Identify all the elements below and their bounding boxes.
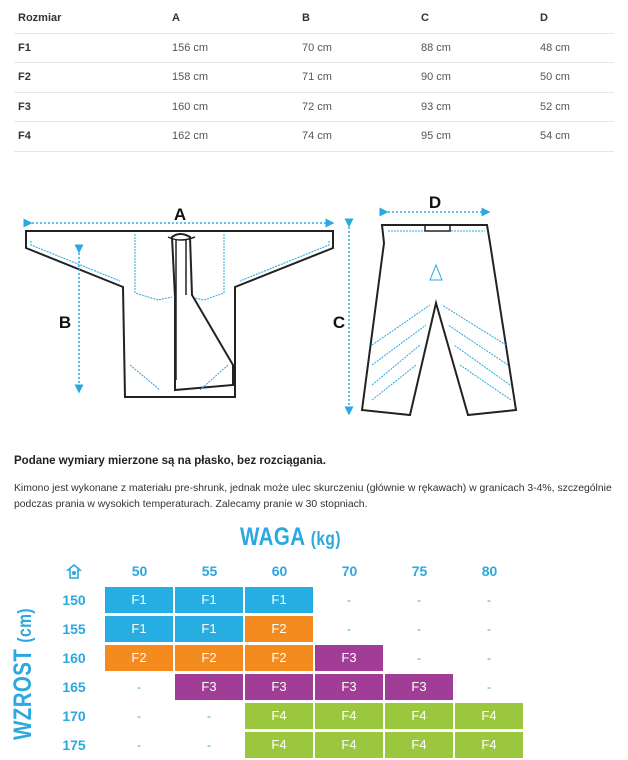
height-title (9, 608, 38, 740)
gi-logo-icon (66, 564, 82, 580)
size-cell: F3 (315, 674, 383, 700)
weight-title-text: WAGA (240, 523, 305, 551)
empty-cell: - (137, 738, 141, 752)
table-row (14, 63, 614, 93)
size-cell: F1 (175, 616, 243, 642)
empty-cell: - (207, 709, 211, 723)
height-title-text: WZROST (9, 648, 37, 740)
cell-d: 54 cm (536, 122, 614, 152)
cell-b: 74 cm (298, 122, 417, 152)
cell-c: 93 cm (417, 92, 536, 122)
weight-header: 55 (201, 563, 218, 579)
height-header: 155 (62, 621, 86, 637)
empty-cell: - (487, 651, 491, 665)
kimono-diagram (0, 185, 628, 435)
empty-cell: - (137, 680, 141, 694)
empty-cell: - (347, 593, 351, 607)
header-c: C (417, 4, 536, 33)
table-row (14, 92, 614, 122)
empty-cell: - (137, 709, 141, 723)
cell-d: 52 cm (536, 92, 614, 122)
size-cell: F4 (455, 732, 523, 758)
size-chart (0, 515, 628, 760)
cell-a: 160 cm (168, 92, 298, 122)
height-header: 165 (62, 679, 86, 695)
empty-cell: - (417, 622, 421, 636)
size-cell: F1 (175, 587, 243, 613)
size-cell: F4 (245, 703, 313, 729)
cell-d: 48 cm (536, 33, 614, 63)
size-table-header (14, 4, 614, 33)
size-cell: F1 (245, 587, 313, 613)
header-b: B (298, 4, 417, 33)
size-cell: F1 (105, 587, 173, 613)
empty-cell: - (207, 738, 211, 752)
weight-title (240, 523, 341, 552)
weight-unit: (kg) (310, 529, 341, 550)
label-b: B (58, 313, 72, 332)
row-size: F4 (14, 122, 168, 152)
height-header: 150 (62, 592, 86, 608)
label-a: A (173, 205, 187, 224)
pants-drawing (349, 212, 516, 415)
size-cell: F4 (385, 703, 453, 729)
header-a: A (168, 4, 298, 33)
cell-a: 162 cm (168, 122, 298, 152)
cell-b: 71 cm (298, 63, 417, 93)
cell-a: 156 cm (168, 33, 298, 63)
empty-cell: - (347, 622, 351, 636)
size-cell: F3 (315, 645, 383, 671)
empty-cell: - (487, 622, 491, 636)
cell-c: 90 cm (417, 63, 536, 93)
empty-cell: - (417, 651, 421, 665)
height-header: 170 (62, 708, 86, 724)
weight-header: 70 (341, 563, 358, 579)
cell-b: 72 cm (298, 92, 417, 122)
table-row (14, 33, 614, 63)
header-d: D (536, 4, 614, 33)
size-table (14, 4, 614, 152)
cell-a: 158 cm (168, 63, 298, 93)
row-size: F3 (14, 92, 168, 122)
height-header: 160 (62, 650, 86, 666)
empty-cell: - (487, 593, 491, 607)
empty-cell: - (487, 680, 491, 694)
size-cell: F4 (315, 732, 383, 758)
header-rozmiar: Rozmiar (14, 4, 168, 33)
row-size: F2 (14, 63, 168, 93)
height-unit: (cm) (15, 608, 36, 643)
cell-d: 50 cm (536, 63, 614, 93)
size-cell: F2 (245, 645, 313, 671)
shrink-note: Kimono jest wykonane z materiału pre-shrunk, jednak może ulec skurczeniu (głównie w rękawach) w granicach 3-4%, szczególnie podczas prania w wysokich temperaturach. Zalecamy pranie w 30 stopniach. (14, 483, 612, 510)
height-header: 175 (62, 737, 86, 753)
weight-header: 80 (481, 563, 498, 579)
table-row (14, 122, 614, 152)
size-cell: F2 (245, 616, 313, 642)
size-cell: F3 (175, 674, 243, 700)
row-size: F1 (14, 33, 168, 63)
measurement-note: Podane wymiary mierzone są na płasko, bez rozciągania. (14, 455, 326, 467)
size-cell: F2 (175, 645, 243, 671)
size-cell: F4 (245, 732, 313, 758)
size-cell: F4 (455, 703, 523, 729)
size-cell: F3 (385, 674, 453, 700)
jacket-drawing (26, 223, 333, 397)
weight-header: 60 (271, 563, 288, 579)
size-cell: F4 (315, 703, 383, 729)
empty-cell: - (417, 593, 421, 607)
weight-header: 75 (411, 563, 428, 579)
cell-c: 95 cm (417, 122, 536, 152)
size-cell: F2 (105, 645, 173, 671)
label-c: C (332, 313, 346, 332)
cell-c: 88 cm (417, 33, 536, 63)
weight-header: 50 (131, 563, 148, 579)
label-d: D (428, 193, 442, 212)
cell-b: 70 cm (298, 33, 417, 63)
size-cell: F1 (105, 616, 173, 642)
size-cell: F4 (385, 732, 453, 758)
size-cell: F3 (245, 674, 313, 700)
